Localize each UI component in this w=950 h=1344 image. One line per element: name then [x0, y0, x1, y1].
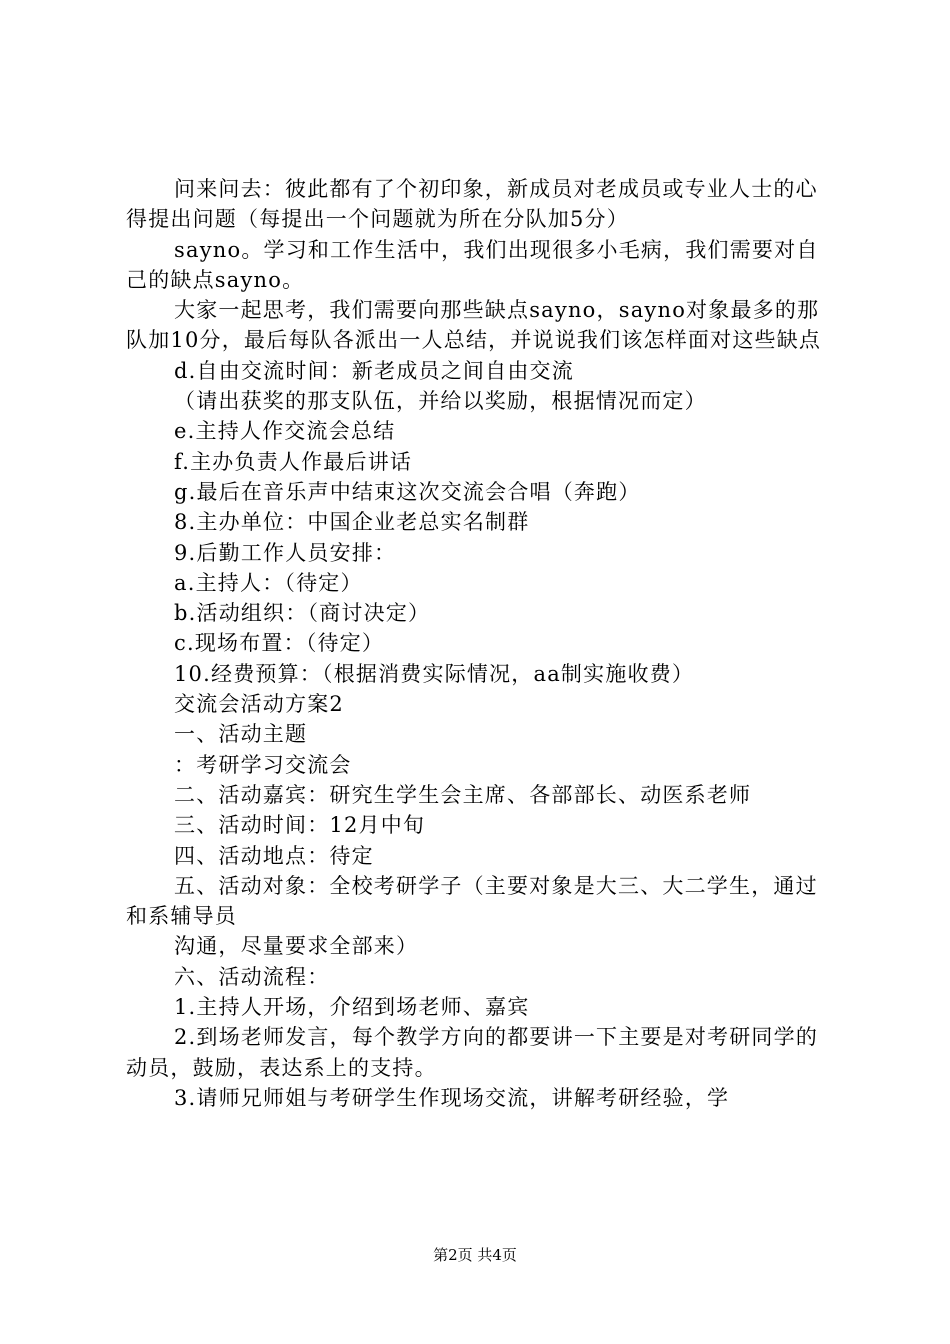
paragraph: 大家一起思考，我们需要向那些缺点sayno，sayno对象最多的那队加10分，最后每队各派出一人总结，并说说我们该怎样面对这些缺点 — [126, 298, 822, 353]
paragraph: d.自由交流时间：新老成员之间自由交流 — [174, 358, 574, 383]
paragraph: ：考研学习交流会 — [174, 752, 352, 777]
paragraph: 二、活动嘉宾：研究生学生会主席、各部部长、动医系老师 — [174, 782, 752, 807]
paragraph: 沟通，尽量要求全部来） — [174, 934, 419, 959]
paragraph: b.活动组织：（商讨决定） — [174, 601, 431, 626]
paragraph: g.最后在音乐声中结束这次交流会合唱（奔跑） — [174, 479, 641, 504]
paragraph: 六、活动流程： — [174, 964, 330, 989]
paragraph: 10.经费预算：（根据消费实际情况，aa制实施收费） — [174, 661, 695, 686]
section-title: 交流会活动方案2 — [174, 692, 344, 717]
paragraph: c.现场布置：（待定） — [174, 631, 385, 656]
paragraph: 五、活动对象：全校考研学子（主要对象是大三、大二学生，通过和系辅导员 — [126, 873, 818, 929]
document-body — [126, 174, 836, 1113]
paragraph: 2.到场老师发言，每个教学方向的都要讲一下主要是对考研同学的动员，鼓励，表达系上的支持。 — [126, 1025, 819, 1080]
paragraph: 1.主持人开场，介绍到场老师、嘉宾 — [174, 995, 530, 1020]
paragraph: f.主办负责人作最后讲话 — [174, 449, 413, 474]
paragraph: a.主持人：（待定） — [174, 570, 363, 595]
paragraph: 四、活动地点：待定 — [174, 843, 374, 868]
paragraph: 8.主办单位：中国企业老总实名制群 — [174, 510, 530, 535]
page-number-footer: 第2页 共4页 — [433, 1246, 517, 1264]
paragraph: sayno。学习和工作生活中，我们出现很多小毛病，我们需要对自己的缺点sayno。 — [126, 237, 819, 292]
paragraph: 三、活动时间：12月中旬 — [174, 813, 426, 838]
paragraph: e.主持人作交流会总结 — [174, 419, 396, 444]
paragraph: 一、活动主题 — [174, 722, 308, 747]
paragraph: 3.请师兄师姐与考研学生作现场交流，讲解考研经验，学 — [174, 1085, 730, 1110]
paragraph: 问来问去：彼此都有了个初印象，新成员对老成员或专业人士的心得提出问题（每提出一个问题就为所在分队加5分） — [126, 177, 818, 232]
paragraph: 9.后勤工作人员安排： — [174, 540, 397, 565]
paragraph: （请出获奖的那支队伍，并给以奖励，根据情况而定） — [174, 389, 707, 414]
